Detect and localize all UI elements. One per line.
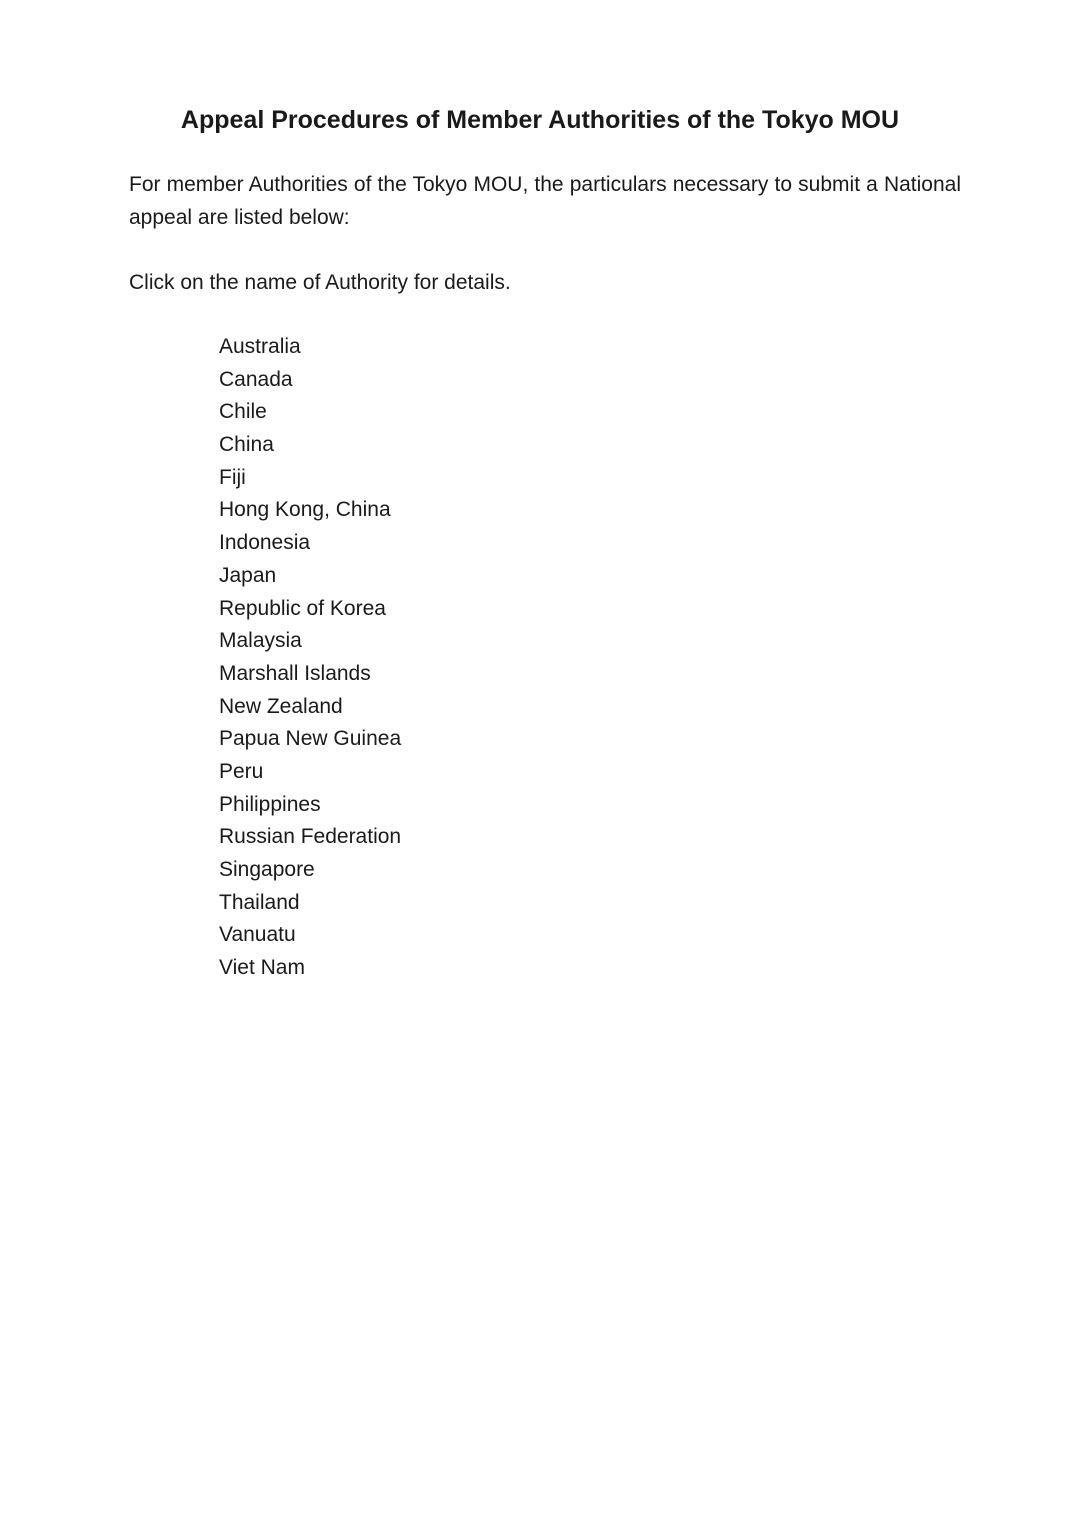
instruction-text: Click on the name of Authority for details. — [129, 271, 511, 294]
authority-link-chile[interactable]: Chile — [219, 400, 267, 424]
authority-list — [219, 331, 401, 985]
authority-link-republic-of-korea[interactable]: Republic of Korea — [219, 596, 386, 620]
authority-link-thailand[interactable]: Thailand — [219, 890, 300, 914]
authority-link-papua-new-guinea[interactable]: Papua New Guinea — [219, 727, 402, 751]
authority-link-singapore[interactable]: Singapore — [219, 858, 315, 881]
authority-link-marshall-islands[interactable]: Marshall Islands — [219, 661, 371, 685]
authority-link-hong-kong-china[interactable]: Hong Kong, China — [219, 498, 391, 522]
authority-link-russian-federation[interactable]: Russian Federation — [219, 825, 402, 849]
authority-link-indonesia[interactable]: Indonesia — [219, 531, 311, 555]
authority-link-fiji[interactable]: Fiji — [219, 465, 246, 489]
authority-link-peru[interactable]: Peru — [219, 759, 264, 783]
page-title: Appeal Procedures of Member Authorities of the Tokyo MOU — [180, 106, 900, 134]
authority-link-new-zealand[interactable]: New Zealand — [219, 694, 343, 718]
intro-paragraph: For member Authorities of the Tokyo MOU, the particulars necessary to submit a National appeal are listed below: — [129, 173, 961, 229]
authority-link-canada[interactable]: Canada — [219, 367, 293, 391]
authority-link-philippines[interactable]: Philippines — [219, 792, 321, 816]
authority-link-malaysia[interactable]: Malaysia — [219, 629, 302, 653]
authority-link-vanuatu[interactable]: Vanuatu — [219, 923, 296, 947]
authority-link-australia[interactable]: Australia — [219, 335, 301, 358]
authority-link-viet-nam[interactable]: Viet Nam — [219, 956, 305, 980]
authority-link-japan[interactable]: Japan — [219, 563, 277, 587]
authority-link-china[interactable]: China — [219, 433, 274, 457]
